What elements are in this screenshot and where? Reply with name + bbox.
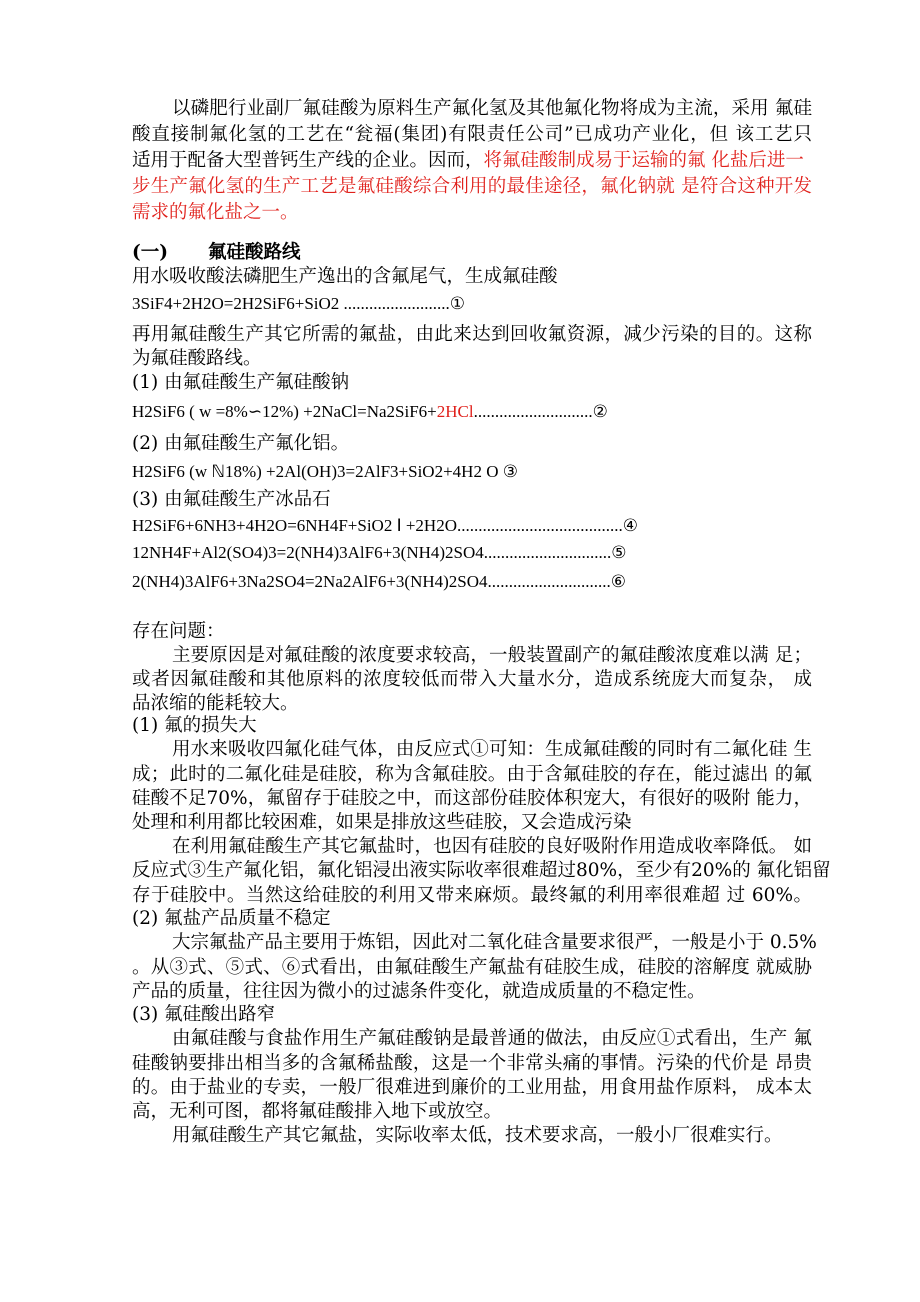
subheading-3: (3) 由氟硅酸生产冰品石: [132, 489, 331, 510]
problem-1-line-4: 处理和利用都比较困难，如果是排放这些硅胶，又会造成污染: [132, 812, 632, 833]
subheading-1: (1) 由氟硅酸生产氟硅酸钠: [132, 372, 350, 393]
intro-line-1: 以磷肥行业副厂氟硅酸为原料生产氟化氢及其他氟化物将成为主流，采用 氟硅: [172, 98, 812, 119]
equation-5: 12NH4F+Al2(SO4)3=2(NH4)3AlF6+3(NH4)2SO4..............................⑤: [132, 543, 627, 562]
equation-2-hcl: 2HCl: [436, 402, 474, 421]
problem-1-line-3: 硅酸不足70%，氟留存于硅胶之中，而这部份硅胶体积宠大，有很好的吸附 能力，: [132, 788, 812, 809]
equation-4: H2SiF6+6NH3+4H2O=6NH4F+SiO2 Ⅰ +2H2O.......................................④: [132, 516, 638, 535]
problem-3-line-3: 的。由于盐业的专卖，一般厂很难进到廉价的工业用盐，用食用盐作原料， 成本太: [132, 1077, 812, 1098]
problem-1-line-5: 在利用氟硅酸生产其它氟盐时，也因有硅胶的良好吸附作用造成收率降低。 如: [172, 836, 812, 857]
intro-line-3: [132, 149, 812, 173]
section-line-2: 再用氟硅酸生产其它所需的氟盐，由此来达到回收氟资源，减少污染的目的。这称: [132, 324, 812, 345]
problem-heading-2: (2) 氟盐产品质量不稳定: [132, 908, 331, 929]
problem-heading-1: (1) 氟的损失大: [132, 715, 257, 736]
problems-p1: 主要原因是对氟硅酸的浓度要求较高，一般装置副产的氟硅酸浓度难以满 足；: [172, 645, 812, 666]
section-heading: [132, 241, 812, 265]
section-line-3: 为氟硅酸路线。: [132, 348, 262, 369]
problem-3-line-4: 高，无利可图，都将氟硅酸排入地下或放空。: [132, 1101, 503, 1122]
equation-2-left: H2SiF6 ( w =8%∽12%) +2NaCl=Na2SiF6+: [132, 402, 437, 421]
equation-6: 2(NH4)3AlF6+3Na2SO4=2Na2AlF6+3(NH4)2SO4.............................⑥: [132, 572, 627, 591]
equation-2-ref: ............................②: [473, 402, 608, 421]
problem-1-line-7: 存于硅胶中。当然这给硅胶的利用又带来麻烦。最终氟的利用率很难超 过 60%。: [132, 885, 812, 906]
problem-2-line-3: 产品的质量，往往因为微小的过滤条件变化，就造成质量的不稳定性。: [132, 981, 706, 1002]
problems-p2: 或者因氟硅酸和其他原料的浓度较低而带入大量水分，造成系统庞大而复杂， 成: [132, 669, 812, 690]
intro-line-3-highlight: 将氟硅酸制成易于运输的氟 化盐后进一: [483, 150, 804, 171]
equation-1: 3SiF4+2H2O=2H2SiF6+SiO2 .........................①: [132, 294, 466, 313]
problems-p3: 品浓缩的能耗较大。: [132, 693, 299, 714]
equation-2: [132, 400, 812, 424]
problem-3-line-1: 由氟硅酸与食盐作用生产氟硅酸钠是最普通的做法，由反应①式看出，生产 氟: [172, 1028, 812, 1049]
problem-2-line-1: 大宗氟盐产品主要用于炼铝，因此对二氧化硅含量要求很严，一般是小于 0.5%: [172, 932, 817, 953]
problem-heading-3: (3) 氟硅酸出路窄: [132, 1004, 276, 1025]
problems-title: 存在问题：: [132, 621, 225, 642]
problem-2-line-2: 。从③式、⑤式、⑥式看出，由氟硅酸生产氟盐有硅胶生成，硅胶的溶解度 就威胁: [132, 957, 812, 978]
intro-line-4: 步生产氟化氢的生产工艺是氟硅酸综合利用的最佳途径，氟化钠就 是符合这种开发: [132, 176, 812, 197]
section-number: (一): [132, 242, 169, 263]
subheading-2: (2) 由氟硅酸生产氟化铝。: [132, 433, 350, 454]
problem-3-line-5: 用氟硅酸生产其它氟盐，实际收率太低，技术要求高，一般小厂很难实行。: [172, 1125, 783, 1146]
intro-line-3-normal: 适用于配备大型普钙生产线的企业。因而，: [132, 150, 484, 171]
equation-3: H2SiF6 (w ℕ18%) +2Al(OH)3=2AlF3+SiO2+4H2 O ③: [132, 462, 518, 481]
intro-line-2: 酸直接制氟化氢的工艺在“瓮福(集团)有限责任公司”已成功产业化，但 该工艺只: [132, 124, 812, 145]
section-title: 氟硅酸路线: [208, 242, 301, 263]
intro-line-5: 需求的氟化盐之一。: [132, 202, 299, 223]
problem-3-line-2: 硅酸钠要排出相当多的含氟稀盐酸，这是一个非常头痛的事情。污染的代价是 昂贵: [132, 1053, 812, 1074]
problem-1-line-2: 成；此时的二氟化硅是硅胶，称为含氟硅胶。由于含氟硅胶的存在，能过滤出 的氟: [132, 764, 812, 785]
problem-1-line-1: 用水来吸收四氟化硅气体，由反应式①可知：生成氟硅酸的同时有二氟化硅 生: [172, 739, 812, 760]
section-line-1: 用水吸收酸法磷肥生产逸出的含氟尾气，生成氟硅酸: [132, 266, 558, 287]
problem-1-line-6: 反应式③生产氟化铝，氟化铝浸出液实际收率很难超过80%，至少有20%的 氟化铝留: [132, 860, 831, 881]
